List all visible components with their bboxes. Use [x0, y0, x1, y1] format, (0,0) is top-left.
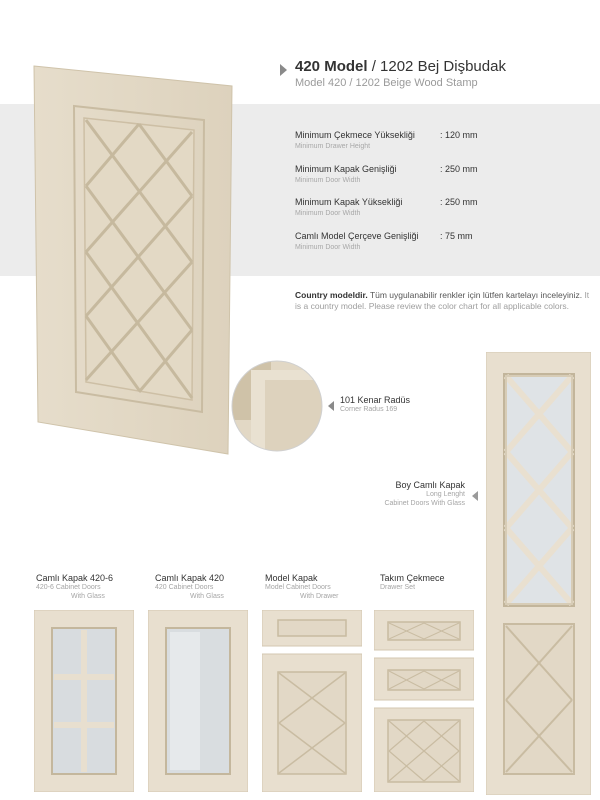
- variant-title: Takım Çekmece: [380, 573, 445, 583]
- variant-sub: 420-6 Cabinet Doors: [36, 584, 101, 591]
- variant-sub: Model Cabinet Doors: [265, 584, 331, 591]
- tall-glass-sub: Long Lenght: [426, 491, 465, 498]
- spec-value: : 250 mm: [440, 197, 478, 207]
- tall-glass-label: [355, 480, 465, 508]
- spec-value: : 75 mm: [440, 231, 473, 241]
- variant-sub: Drawer Set: [380, 584, 416, 591]
- spec-sub-label: Minimum Door Width: [295, 177, 361, 184]
- radius-arrow-icon: [328, 401, 334, 411]
- spec-label: Minimum Kapak Genişliği: [295, 164, 397, 174]
- door-420-image: [148, 610, 248, 792]
- tall-glass-sub: Cabinet Doors With Glass: [384, 500, 465, 507]
- corner-radius-label: [340, 395, 410, 414]
- variant-sub: 420 Cabinet Doors: [155, 584, 214, 591]
- tall-glass-arrow-icon: [472, 491, 478, 501]
- spec-label: Camlı Model Çerçeve Genişliği: [295, 231, 419, 241]
- large-door-image: [28, 62, 243, 462]
- variant-label: [36, 573, 136, 601]
- tall-glass-door-image: [486, 352, 591, 795]
- variant-sub: With Glass: [71, 593, 105, 600]
- variant-label: [265, 573, 365, 601]
- country-model-note: Country modeldir. Tüm uygulanabilir renkler için lütfen kartelayı inceleyiniz. It is a country model. Please review the color chart for all applicable colors.: [295, 290, 590, 311]
- model-subtitle: Model 420 / 1202 Beige Wood Stamp: [295, 77, 478, 89]
- variant-title: Model Kapak: [265, 573, 318, 583]
- spec-value: : 250 mm: [440, 164, 478, 174]
- spec-label: Minimum Kapak Yüksekliği: [295, 197, 403, 207]
- variant-sub: With Glass: [190, 593, 224, 600]
- corner-radius-title: 101 Kenar Radüs: [340, 395, 411, 405]
- spec-value: : 120 mm: [440, 130, 478, 140]
- tall-glass-title: Boy Camlı Kapak: [395, 480, 465, 490]
- door-420-6-image: [34, 610, 134, 792]
- header-arrow-icon: [280, 64, 287, 76]
- variant-label: [155, 573, 255, 601]
- variant-title: Camlı Kapak 420-6: [36, 573, 114, 583]
- spec-sub-label: Minimum Door Width: [295, 244, 361, 251]
- variant-sub: With Drawer: [300, 593, 339, 600]
- corner-radius-sub: Corner Radus 169: [340, 406, 398, 413]
- drawer-set-image: [374, 610, 474, 792]
- model-door-with-drawer-image: [262, 610, 362, 792]
- spec-sub-label: Minimum Drawer Height: [295, 143, 371, 150]
- spec-label: Minimum Çekmece Yüksekliği: [295, 130, 415, 140]
- spec-sub-label: Minimum Door Width: [295, 210, 361, 217]
- variant-label: [380, 573, 480, 592]
- corner-radius-detail: [231, 360, 323, 452]
- variant-title: Camlı Kapak 420: [155, 573, 225, 583]
- model-title: 420 Model / 1202 Bej Dişbudak: [295, 58, 506, 75]
